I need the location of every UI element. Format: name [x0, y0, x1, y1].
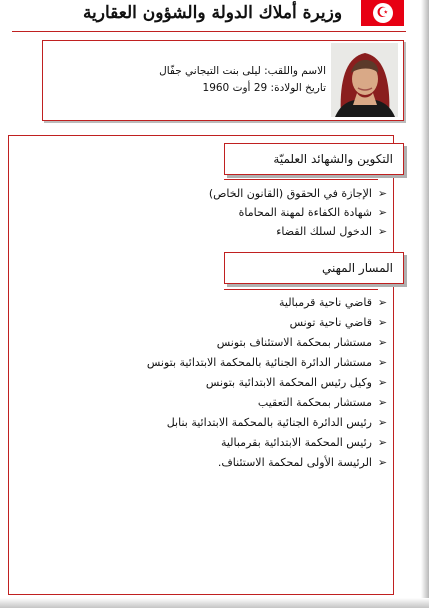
name-line: الاسم واللقب: ليلى بنت التيجاني جفّال: [159, 65, 326, 77]
list-item: ➢ مستشار بمحكمة التعقيب: [257, 395, 388, 409]
check-arrow-icon: ➢: [377, 415, 388, 429]
tunisia-flag-icon: ☪: [361, 0, 404, 26]
title-divider: [12, 31, 406, 32]
list-item: ➢ قاضي ناحية تونس: [289, 315, 388, 329]
education-heading-rule: [224, 179, 378, 180]
list-item: ➢ مستشار بمحكمة الاستئناف بتونس: [216, 335, 388, 349]
list-item: ➢ رئيس الدائرة الجنائية بالمحكمة الابتدائية بنابل: [166, 415, 388, 429]
check-arrow-icon: ➢: [377, 435, 388, 449]
page-bottom-shadow: [0, 598, 429, 608]
birthdate-line: تاريخ الولادة: 29 أوت 1960: [202, 82, 326, 94]
check-arrow-icon: ➢: [377, 206, 388, 219]
portrait-photo: [331, 43, 398, 117]
career-list: [147, 292, 389, 472]
education-list: [209, 184, 389, 241]
profile-details: [60, 63, 326, 97]
check-arrow-icon: ➢: [377, 187, 388, 200]
check-arrow-icon: ➢: [377, 455, 388, 469]
career-heading: المسار المهني: [224, 252, 404, 284]
check-arrow-icon: ➢: [377, 225, 388, 238]
list-item: ➢ وكيل رئيس المحكمة الابتدائية بتونس: [205, 375, 388, 389]
career-heading-rule: [224, 289, 378, 290]
list-item: ➢ الإجازة في الحقوق (القانون الخاص): [208, 187, 388, 200]
check-arrow-icon: ➢: [377, 295, 388, 309]
check-arrow-icon: ➢: [377, 335, 388, 349]
list-item: ➢ رئيس المحكمة الابتدائية بقرمبالية: [220, 435, 388, 449]
list-item: ➢ الدخول لسلك القضاء: [276, 225, 388, 238]
list-item: ➢ مستشار الدائرة الجنائية بالمحكمة الابتدائية بتونس: [146, 355, 388, 369]
check-arrow-icon: ➢: [377, 355, 388, 369]
list-item: ➢ الرئيسة الأولى لمحكمة الاستئناف.: [217, 455, 388, 469]
list-item: ➢ قاضي ناحية قرمبالية: [278, 295, 388, 309]
check-arrow-icon: ➢: [377, 395, 388, 409]
check-arrow-icon: ➢: [377, 315, 388, 329]
page-edge-shadow: [421, 0, 429, 608]
list-item: ➢ شهادة الكفاءة لمهنة المحاماة: [238, 206, 388, 219]
check-arrow-icon: ➢: [377, 375, 388, 389]
page-title: وزيرة أملاك الدولة والشؤون العقارية: [82, 3, 343, 23]
education-heading: التكوين والشهائد العلميّة: [224, 143, 404, 175]
